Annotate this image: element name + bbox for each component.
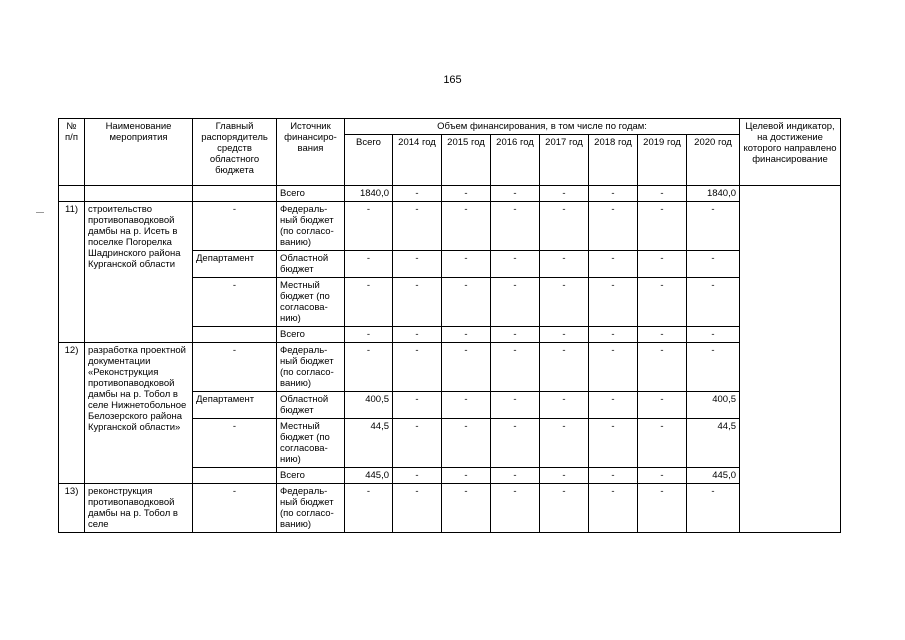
value-cell: -	[442, 468, 491, 484]
value-cell: -	[345, 251, 393, 278]
manager-cell: -	[193, 202, 277, 251]
value-cell: -	[393, 468, 442, 484]
value-cell: -	[638, 202, 687, 251]
value-cell: -	[540, 343, 589, 392]
value-cell: -	[540, 392, 589, 419]
value-cell: -	[687, 251, 740, 278]
value-cell: -	[540, 468, 589, 484]
value-cell: -	[540, 327, 589, 343]
manager-cell	[193, 327, 277, 343]
value-cell: -	[491, 202, 540, 251]
header-year-2019: 2019 год	[638, 135, 687, 186]
value-cell: -	[345, 327, 393, 343]
activity-name-cell: разработка проектной документации «Реконструкция противопаводковой дамбы на р. Тобол в селе Нижнетобольное Белозерского района Курганской области»	[85, 343, 193, 484]
header-year-total: Всего	[345, 135, 393, 186]
value-cell: -	[589, 419, 638, 468]
value-cell: -	[345, 202, 393, 251]
table-row	[59, 202, 841, 251]
value-cell: -	[393, 202, 442, 251]
value-cell: -	[393, 392, 442, 419]
source-cell: Федераль-ный бюджет (по согласо-ванию)	[277, 343, 345, 392]
value-cell: -	[638, 251, 687, 278]
value-cell: -	[491, 468, 540, 484]
source-cell: Областной бюджет	[277, 251, 345, 278]
header-name: Наименование мероприятия	[85, 119, 193, 186]
value-cell: -	[638, 278, 687, 327]
value-cell: -	[491, 484, 540, 533]
margin-mark	[36, 212, 44, 213]
manager-cell: -	[193, 419, 277, 468]
value-cell: -	[393, 484, 442, 533]
value-cell: -	[491, 327, 540, 343]
value-cell: -	[442, 186, 491, 202]
value-cell: -	[491, 419, 540, 468]
manager-cell	[193, 468, 277, 484]
value-cell: -	[638, 392, 687, 419]
header-year-2017: 2017 год	[540, 135, 589, 186]
source-cell: Федераль-ный бюджет (по согласо-ванию)	[277, 202, 345, 251]
value-cell: -	[442, 327, 491, 343]
value-cell: -	[491, 343, 540, 392]
header-manager: Главный распорядитель средств областного бюджета	[193, 119, 277, 186]
value-cell: -	[393, 327, 442, 343]
source-cell: Местный бюджет (по согласова-нию)	[277, 419, 345, 468]
value-cell: -	[589, 468, 638, 484]
value-cell: -	[345, 278, 393, 327]
table-cell	[85, 186, 193, 202]
value-cell: -	[491, 186, 540, 202]
value-cell: -	[442, 278, 491, 327]
source-cell: Всего	[277, 327, 345, 343]
value-cell: -	[589, 343, 638, 392]
value-cell: -	[687, 278, 740, 327]
value-cell: -	[345, 343, 393, 392]
value-cell: -	[393, 278, 442, 327]
value-cell: -	[638, 327, 687, 343]
value-cell: -	[589, 484, 638, 533]
manager-cell: -	[193, 484, 277, 533]
value-cell: -	[638, 343, 687, 392]
value-cell: -	[540, 251, 589, 278]
header-target: Целевой индикатор, на достижение которого направлено финансирование	[740, 119, 841, 186]
value-cell: -	[491, 392, 540, 419]
value-cell: -	[589, 251, 638, 278]
header-year-2016: 2016 год	[491, 135, 540, 186]
header-year-2020: 2020 год	[687, 135, 740, 186]
value-cell: -	[638, 468, 687, 484]
value-cell: -	[589, 278, 638, 327]
value-cell: -	[687, 343, 740, 392]
header-year-2014: 2014 год	[393, 135, 442, 186]
value-cell: -	[442, 202, 491, 251]
value-cell: -	[589, 392, 638, 419]
value-cell: -	[393, 419, 442, 468]
value-cell: 44,5	[687, 419, 740, 468]
value-cell: 44,5	[345, 419, 393, 468]
value-cell: -	[442, 392, 491, 419]
value-cell: -	[589, 202, 638, 251]
row-number-cell: 11)	[59, 202, 85, 343]
source-cell: Местный бюджет (по согласова-нию)	[277, 278, 345, 327]
header-volume: Объем финансирования, в том числе по годам:	[345, 119, 740, 135]
table-cell	[59, 186, 85, 202]
manager-cell: Департамент	[193, 251, 277, 278]
source-cell: Областной бюджет	[277, 392, 345, 419]
table-row-top-total	[59, 186, 841, 202]
value-cell: -	[345, 484, 393, 533]
value-cell: -	[638, 186, 687, 202]
value-cell: -	[442, 251, 491, 278]
source-cell: Федераль-ный бюджет (по согласо-ванию)	[277, 484, 345, 533]
value-cell: -	[491, 278, 540, 327]
target-indicator-cell	[740, 186, 841, 533]
value-cell: -	[540, 419, 589, 468]
value-cell: -	[540, 186, 589, 202]
value-cell: -	[687, 202, 740, 251]
value-cell: 400,5	[345, 392, 393, 419]
row-number-cell: 13)	[59, 484, 85, 533]
value-cell: 445,0	[345, 468, 393, 484]
value-cell: -	[687, 327, 740, 343]
table-row	[59, 343, 841, 392]
value-cell: 1840,0	[345, 186, 393, 202]
header-year-2015: 2015 год	[442, 135, 491, 186]
value-cell: -	[540, 278, 589, 327]
table-cell	[193, 186, 277, 202]
value-cell: -	[442, 419, 491, 468]
value-cell: -	[540, 484, 589, 533]
manager-cell: Департамент	[193, 392, 277, 419]
activity-name-cell: реконструкция противопаводковой дамбы на р. Тобол в селе	[85, 484, 193, 533]
value-cell: -	[442, 343, 491, 392]
value-cell: -	[638, 419, 687, 468]
page-number: 165	[443, 74, 462, 86]
value-cell: -	[589, 327, 638, 343]
financing-table	[58, 118, 841, 533]
value-cell: 445,0	[687, 468, 740, 484]
activity-name-cell: строительство противопаводковой дамбы на р. Исеть в поселке Погорелка Шадринского района Курганской области	[85, 202, 193, 343]
value-cell: -	[589, 186, 638, 202]
source-cell: Всего	[277, 468, 345, 484]
table-body	[59, 186, 841, 533]
manager-cell: -	[193, 278, 277, 327]
value-cell: -	[687, 484, 740, 533]
header-source: Источник финансиро-вания	[277, 119, 345, 186]
source-cell: Всего	[277, 186, 345, 202]
value-cell: -	[393, 186, 442, 202]
value-cell: -	[393, 251, 442, 278]
value-cell: -	[638, 484, 687, 533]
manager-cell: -	[193, 343, 277, 392]
header-year-2018: 2018 год	[589, 135, 638, 186]
row-number-cell: 12)	[59, 343, 85, 484]
value-cell: 1840,0	[687, 186, 740, 202]
value-cell: -	[393, 343, 442, 392]
value-cell: 400,5	[687, 392, 740, 419]
value-cell: -	[442, 484, 491, 533]
value-cell: -	[491, 251, 540, 278]
value-cell: -	[540, 202, 589, 251]
table-row	[59, 484, 841, 533]
header-num: № п/п	[59, 119, 85, 186]
